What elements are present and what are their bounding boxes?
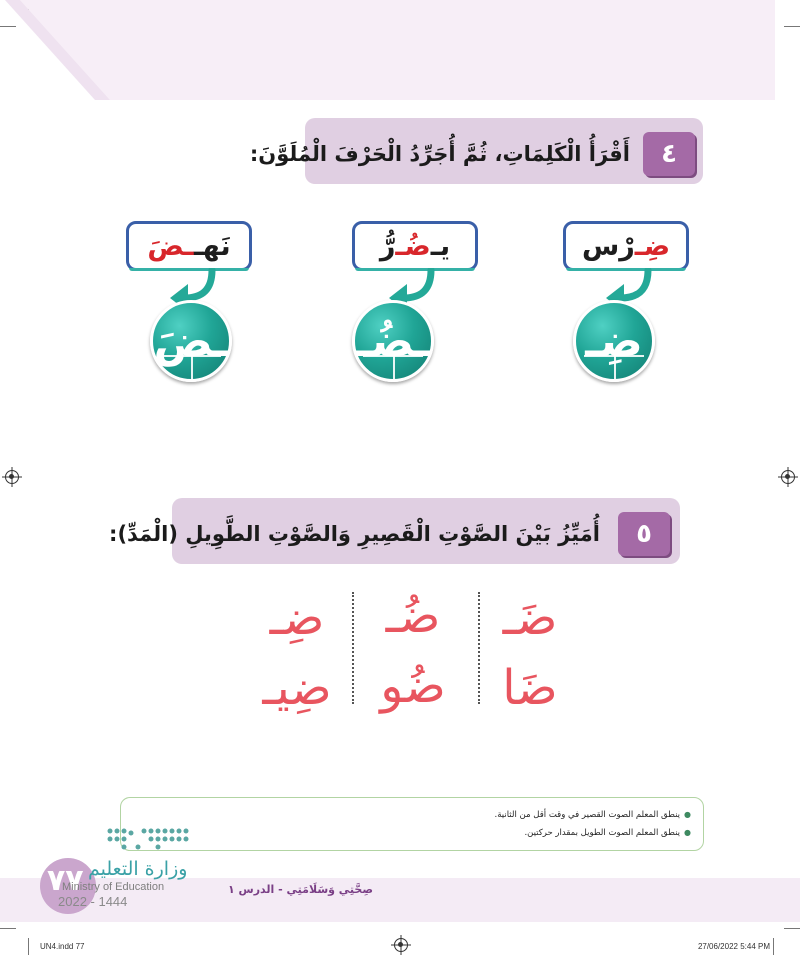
exercise-5-instruction: أُمَيِّزُ بَيْنَ الصَّوْتِ الْقَصِيرِ وَالصَّوْتِ الطَّوِيلِ (الْمَدِّ): <box>109 522 600 546</box>
extracted-letter: ضِـ <box>585 315 643 367</box>
exercise-5-number: ٥ <box>618 512 670 556</box>
letter-circle <box>352 300 434 382</box>
word-part: رُّ <box>379 230 396 262</box>
highlighted-letter: ضُـ <box>395 230 431 262</box>
teacher-notes-box <box>120 797 704 851</box>
top-decorative-band <box>0 0 775 100</box>
ministry-name-arabic: وزارة التعليم <box>88 858 188 880</box>
highlighted-letter: ضِـ <box>634 230 671 262</box>
crop-mark <box>0 928 16 929</box>
crop-mark <box>784 26 800 27</box>
lesson-title: صِحَّتِي وَسَلَامَتِي - الدرس ١ <box>228 883 373 896</box>
long-sound: ضِيـ <box>262 660 332 716</box>
word-card <box>352 221 478 271</box>
registration-mark-icon <box>5 470 19 484</box>
ministry-name-english: Ministry of Education <box>62 881 165 893</box>
exercise-4-number: ٤ <box>643 132 695 176</box>
crop-mark <box>773 938 774 955</box>
highlighted-letter: ـضَ <box>147 230 194 262</box>
teacher-note: ● ينطق المعلم الصوت القصير في وقت أقل من الثانية. <box>495 810 691 820</box>
long-sound: ضُو <box>380 658 446 714</box>
exercise-4-instruction: أَقْرَأُ الْكَلِمَاتِ، ثُمَّ أُجَرِّدُ الْحَرْفَ الْمُلَوَّنَ: <box>249 142 630 166</box>
crop-mark <box>28 938 29 955</box>
word-card <box>126 221 252 271</box>
short-sound: ضَـ <box>502 590 558 646</box>
registration-mark-icon <box>394 938 408 952</box>
column-divider <box>478 592 480 704</box>
word-part: رْس <box>581 230 635 262</box>
word-part: نَهـ <box>193 230 231 262</box>
short-sound: ضِـ <box>269 590 325 646</box>
file-slug: UN4.indd 77 <box>40 942 85 951</box>
print-timestamp: 27/06/2022 5:44 PM <box>697 942 770 951</box>
extracted-letter: ـضَ <box>153 315 229 367</box>
column-divider <box>352 592 354 704</box>
short-sound: ضُـ <box>385 588 441 644</box>
registration-mark-icon <box>781 470 795 484</box>
word-card <box>563 221 689 271</box>
letter-circle <box>150 300 232 382</box>
letter-circle <box>573 300 655 382</box>
edition-year: 2022 - 1444 <box>58 894 128 909</box>
ministry-logo-icon <box>104 825 192 855</box>
crop-mark <box>784 928 800 929</box>
page-number: ٧٧ <box>47 863 84 898</box>
word-part: يـ <box>430 230 451 262</box>
extracted-letter: ـضُـ <box>356 315 430 367</box>
teacher-note: ● ينطق المعلم الصوت الطويل بمقدار حركتين. <box>524 828 691 838</box>
long-sound: ضَا <box>502 660 558 716</box>
